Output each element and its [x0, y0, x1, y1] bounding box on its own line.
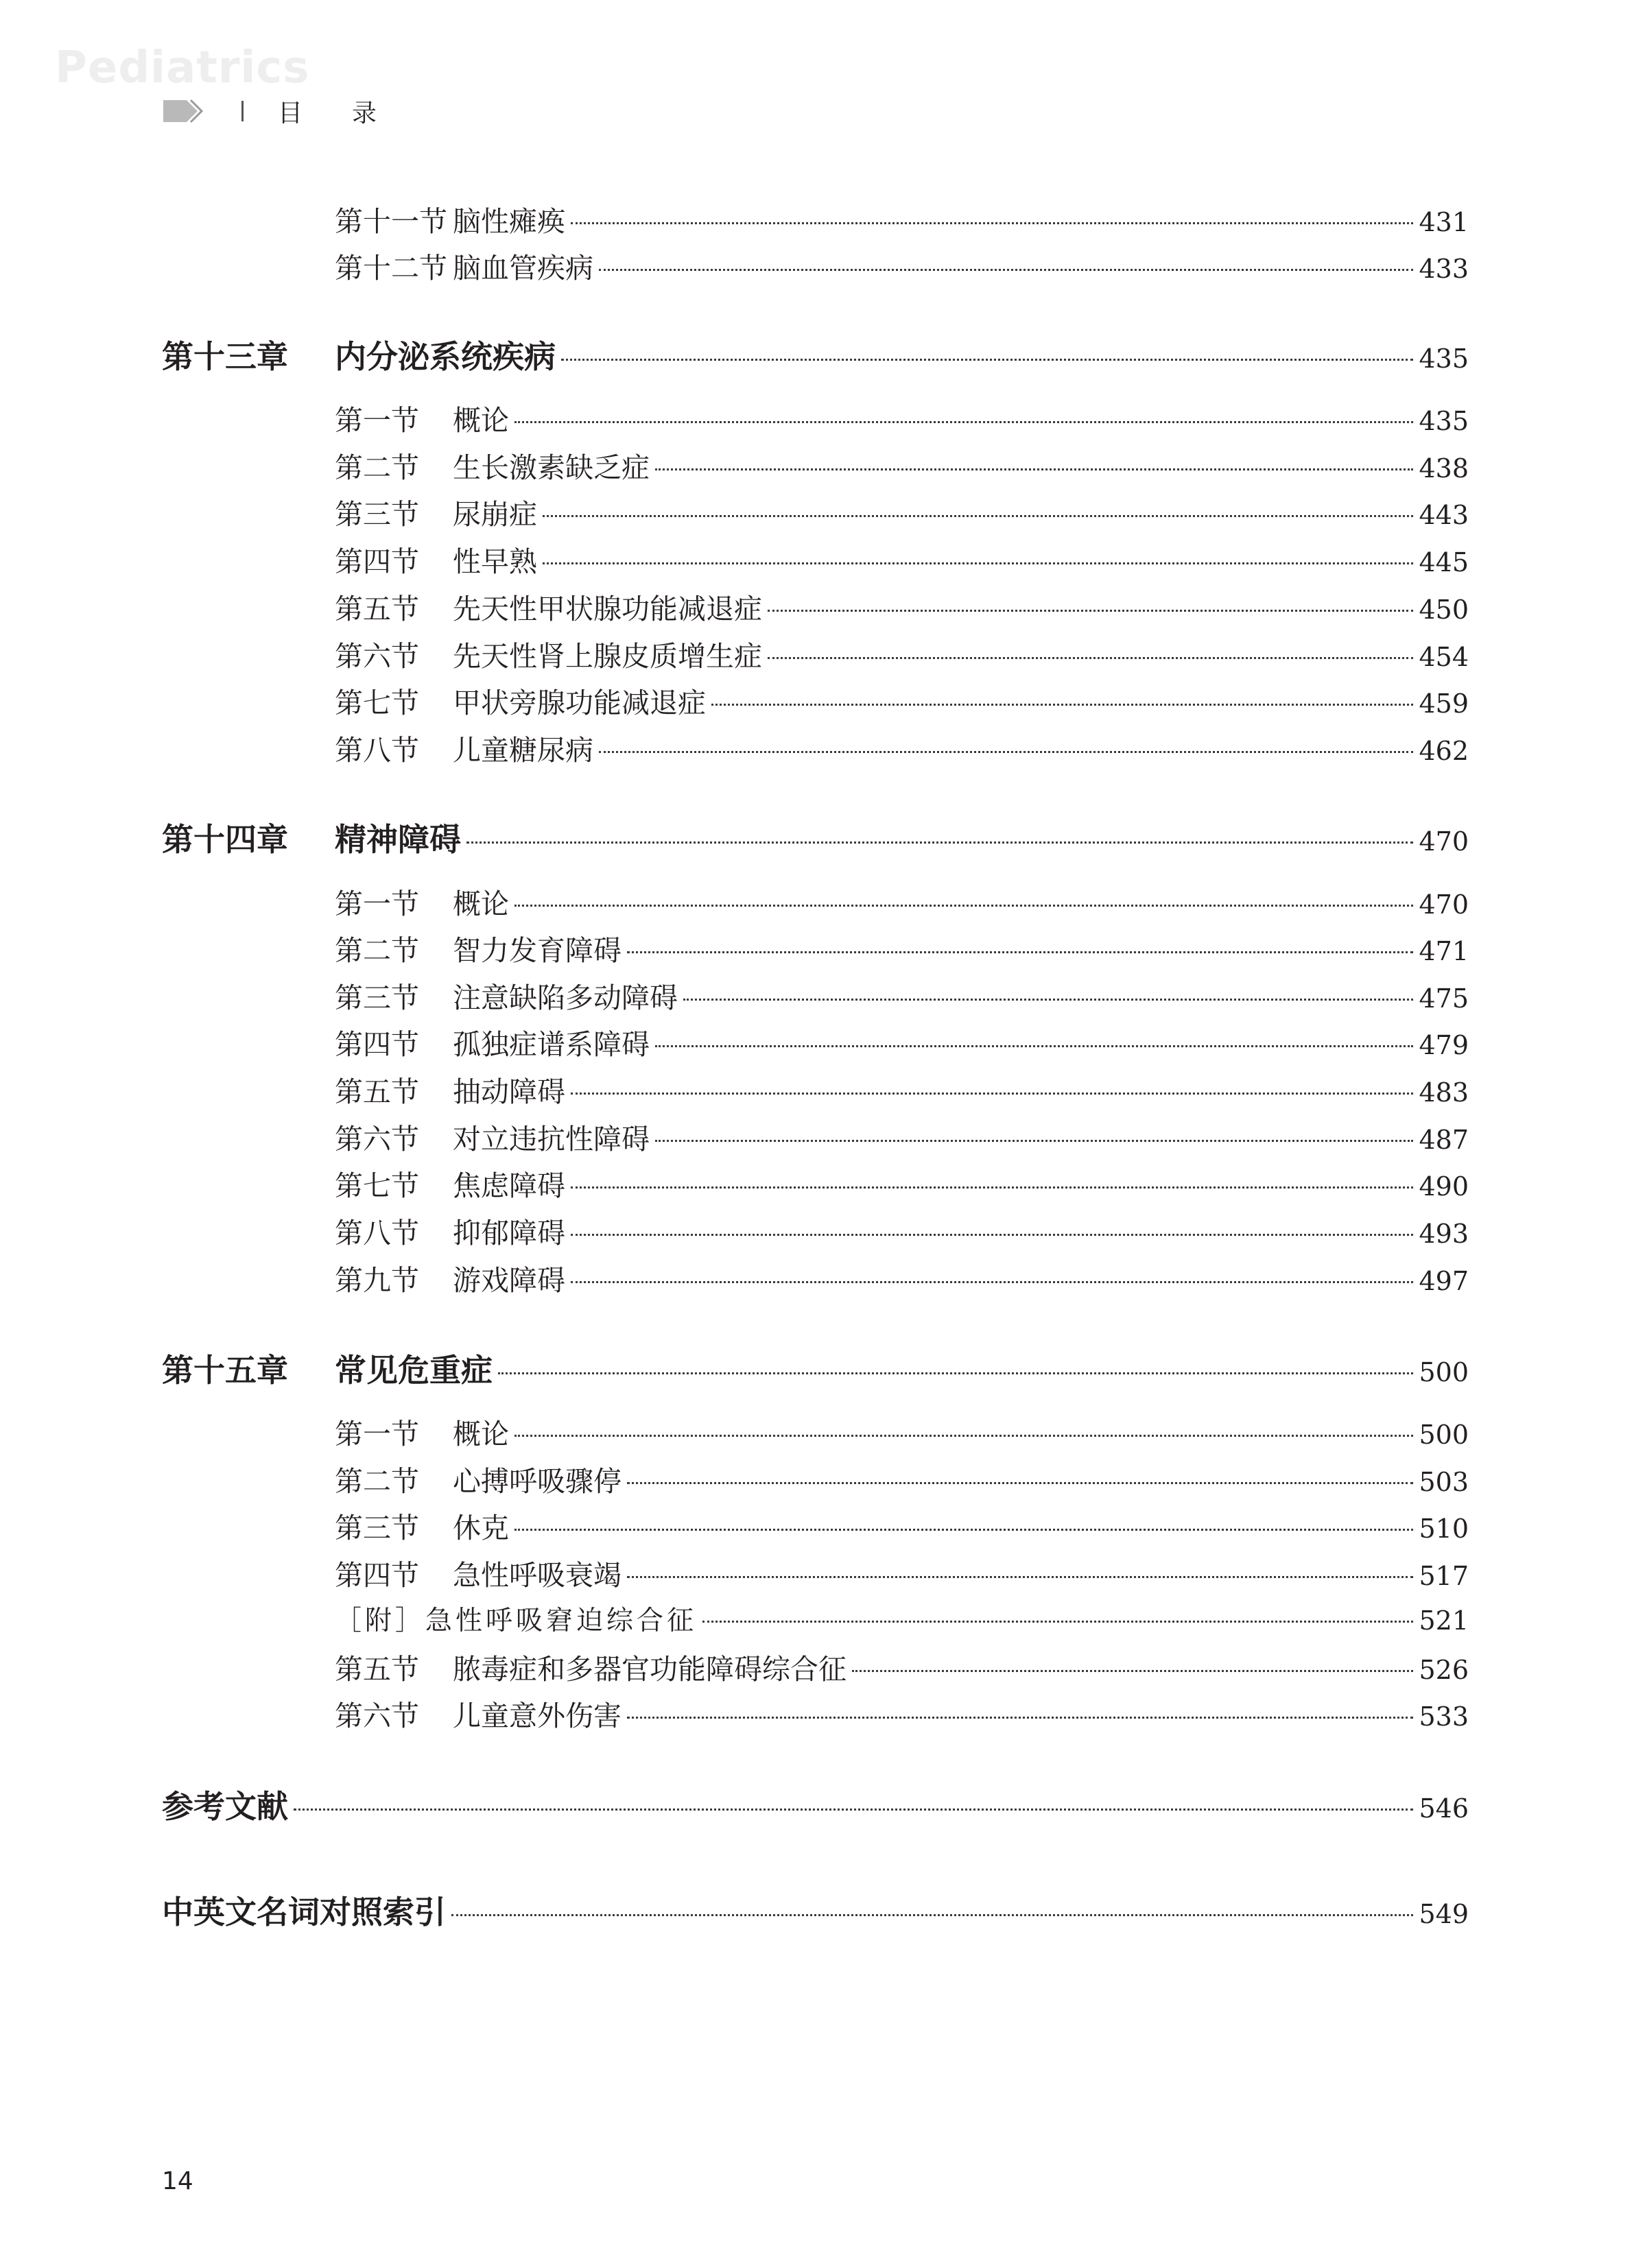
dot-leader	[571, 1234, 1413, 1236]
toc-entry-section[interactable]	[335, 1553, 1469, 1591]
entry-title: 智力发育障碍	[453, 934, 622, 967]
entry-page-number: 503	[1419, 1467, 1469, 1497]
dot-leader	[655, 1140, 1413, 1142]
entry-number: 第三节	[335, 981, 419, 1014]
dot-leader	[702, 1621, 1413, 1623]
toc-entry-section[interactable]	[335, 975, 1469, 1014]
entry-title: 中英文名词对照索引	[162, 1894, 446, 1931]
dot-leader	[852, 1670, 1413, 1672]
entry-number: 第九节	[335, 1264, 419, 1297]
dot-leader	[466, 841, 1413, 844]
toc-entry-section[interactable]	[335, 199, 1469, 237]
entry-page-number: 526	[1419, 1655, 1469, 1685]
dot-leader	[768, 657, 1413, 659]
entry-number: 第五节	[335, 1653, 419, 1686]
toc-entry-section[interactable]	[335, 634, 1469, 672]
entry-title: ［附］急性呼吸窘迫综合征	[335, 1605, 698, 1636]
entry-page-number: 500	[1419, 1420, 1469, 1450]
dot-leader	[655, 1045, 1413, 1047]
entry-number: 第八节	[335, 734, 419, 767]
entry-page-number: 483	[1419, 1077, 1469, 1108]
dot-leader	[599, 269, 1413, 271]
entry-page-number: 487	[1419, 1125, 1469, 1155]
entry-page-number: 493	[1419, 1219, 1469, 1249]
toc-entry-section[interactable]	[335, 398, 1469, 436]
toc-entry-section[interactable]	[335, 1459, 1469, 1497]
entry-title: 注意缺陷多动障碍	[453, 981, 678, 1014]
dot-leader	[514, 1529, 1413, 1531]
entry-page-number: 462	[1419, 736, 1469, 766]
entry-title: 儿童意外伤害	[453, 1699, 622, 1732]
toc-entry-section[interactable]	[335, 1258, 1469, 1296]
entry-title: 脑性瘫痪	[453, 205, 565, 238]
dot-leader	[655, 468, 1413, 470]
entry-page-number: 450	[1419, 595, 1469, 625]
toc-entry-section[interactable]	[335, 680, 1469, 719]
entry-number: 第二节	[335, 934, 419, 967]
toc-entry-section[interactable]	[335, 1647, 1469, 1685]
entry-number: 第四节	[335, 1028, 419, 1061]
entry-page-number: 497	[1419, 1266, 1469, 1296]
entry-title: 先天性甲状腺功能减退症	[453, 593, 762, 625]
entry-page-number: 431	[1419, 207, 1469, 237]
dot-leader	[543, 515, 1413, 517]
dot-leader	[543, 562, 1413, 564]
toc-entry-appendix[interactable]	[335, 1599, 1469, 1638]
entry-title: 性早熟	[453, 545, 537, 578]
dot-leader	[768, 610, 1413, 612]
toc-entry-section[interactable]	[335, 1505, 1469, 1544]
dot-leader	[514, 905, 1413, 907]
dot-leader	[561, 359, 1413, 361]
toc-entry-section[interactable]	[335, 539, 1469, 577]
entry-title: 先天性肾上腺皮质增生症	[453, 640, 762, 673]
entry-number: 第十三章	[162, 338, 288, 375]
toc-entry-section[interactable]	[335, 246, 1469, 284]
toc-entry-section[interactable]	[335, 492, 1469, 530]
toc-entry-chapter[interactable]	[162, 1346, 1469, 1391]
entry-title: 急性呼吸衰竭	[453, 1559, 622, 1592]
dot-leader	[627, 1717, 1413, 1719]
entry-page-number: 510	[1419, 1514, 1469, 1544]
entry-page-number: 549	[1419, 1899, 1469, 1929]
entry-number: 第一节	[335, 404, 419, 437]
entry-page-number: 470	[1419, 890, 1469, 920]
entry-title: 概论	[453, 404, 509, 437]
entry-title: 甲状旁腺功能减退症	[453, 687, 706, 719]
entry-title: 常见危重症	[335, 1352, 493, 1389]
entry-title: 焦虑障碍	[453, 1169, 565, 1202]
entry-number: 第三节	[335, 498, 419, 531]
entry-title: 概论	[453, 1418, 509, 1451]
entry-page-number: 433	[1419, 254, 1469, 284]
dot-leader	[514, 421, 1413, 423]
entry-number: 第五节	[335, 593, 419, 625]
dot-leader	[683, 999, 1413, 1001]
toc-entry-section[interactable]	[335, 1210, 1469, 1249]
entry-number: 第七节	[335, 687, 419, 719]
dot-leader	[571, 222, 1413, 224]
toc-entry-chapter[interactable]	[162, 1887, 1469, 1933]
entry-number: 第一节	[335, 1418, 419, 1451]
entry-title: 心搏呼吸骤停	[453, 1465, 622, 1498]
toc-entry-chapter[interactable]	[162, 332, 1469, 377]
header-title: 目录	[278, 99, 427, 128]
entry-page-number: 479	[1419, 1030, 1469, 1060]
toc-entry-chapter[interactable]	[162, 1782, 1469, 1827]
entry-number: 第六节	[335, 1123, 419, 1156]
entry-title: 抑郁障碍	[453, 1217, 565, 1250]
entry-page-number: 500	[1419, 1357, 1469, 1387]
header-divider	[241, 101, 244, 121]
toc-entry-chapter[interactable]	[162, 815, 1469, 860]
toc-entry-section[interactable]	[335, 445, 1469, 484]
entry-number: 第二节	[335, 451, 419, 484]
dot-leader	[599, 751, 1413, 753]
entry-number: 第六节	[335, 1699, 419, 1732]
dot-leader	[711, 704, 1413, 706]
toc-entry-section[interactable]	[335, 1163, 1469, 1202]
entry-title: 对立违抗性障碍	[453, 1123, 650, 1156]
entry-page-number: 459	[1419, 689, 1469, 719]
entry-page-number: 517	[1419, 1561, 1469, 1591]
entry-title: 参考文献	[162, 1788, 288, 1825]
watermark-text: Pediatrics	[55, 43, 310, 93]
dot-leader	[627, 1482, 1413, 1484]
entry-page-number: 443	[1419, 500, 1469, 530]
entry-page-number: 454	[1419, 642, 1469, 672]
dot-leader	[498, 1372, 1413, 1374]
dot-leader	[571, 1186, 1413, 1189]
entry-page-number: 470	[1419, 826, 1469, 857]
toc-entry-section[interactable]	[335, 1117, 1469, 1155]
toc-entry-section[interactable]	[335, 1069, 1469, 1108]
entry-title: 生长激素缺乏症	[453, 451, 650, 484]
entry-title: 孤独症谱系障碍	[453, 1028, 650, 1061]
entry-number: 第一节	[335, 887, 419, 920]
entry-number: 第十二节	[335, 252, 447, 285]
toc-entry-section[interactable]	[335, 586, 1469, 625]
toc-entry-section[interactable]	[335, 728, 1469, 766]
dot-leader	[451, 1914, 1413, 1916]
book-badge-icon	[159, 97, 204, 125]
entry-number: 第六节	[335, 640, 419, 673]
entry-title: 内分泌系统疾病	[335, 338, 556, 375]
running-header	[159, 95, 426, 128]
entry-number: 第十五章	[162, 1352, 288, 1389]
entry-title: 尿崩症	[453, 498, 537, 531]
dot-leader	[627, 951, 1413, 953]
toc-entry-section[interactable]	[335, 1022, 1469, 1060]
entry-page-number: 475	[1419, 983, 1469, 1014]
entry-page-number: 533	[1419, 1702, 1469, 1732]
entry-number: 第四节	[335, 1559, 419, 1592]
toc-entry-section[interactable]	[335, 928, 1469, 966]
dot-leader	[571, 1281, 1413, 1283]
entry-page-number: 435	[1419, 406, 1469, 436]
entry-number: 第八节	[335, 1217, 419, 1250]
entry-number: 第十一节	[335, 205, 447, 238]
toc-entry-section[interactable]	[335, 1693, 1469, 1732]
dot-leader	[627, 1576, 1413, 1578]
entry-title: 精神障碍	[335, 821, 461, 858]
entry-title: 休克	[453, 1512, 509, 1544]
entry-number: 第五节	[335, 1075, 419, 1108]
dot-leader	[294, 1809, 1413, 1811]
page-number: 14	[162, 2167, 193, 2195]
entry-number: 第三节	[335, 1512, 419, 1544]
dot-leader	[571, 1093, 1413, 1095]
entry-number: 第七节	[335, 1169, 419, 1202]
entry-page-number: 546	[1419, 1793, 1469, 1824]
entry-title: 脓毒症和多器官功能障碍综合征	[453, 1653, 847, 1686]
entry-number: 第十四章	[162, 821, 288, 858]
entry-page-number: 521	[1419, 1605, 1469, 1636]
dot-leader	[514, 1435, 1413, 1437]
entry-page-number: 445	[1419, 547, 1469, 577]
entry-page-number: 490	[1419, 1171, 1469, 1202]
entry-title: 概论	[453, 887, 509, 920]
toc-entry-section[interactable]	[335, 881, 1469, 920]
entry-title: 游戏障碍	[453, 1264, 565, 1297]
entry-page-number: 438	[1419, 453, 1469, 484]
entry-page-number: 471	[1419, 936, 1469, 966]
toc-entry-section[interactable]	[335, 1411, 1469, 1450]
entry-title: 儿童糖尿病	[453, 734, 593, 767]
entry-number: 第二节	[335, 1465, 419, 1498]
entry-page-number: 435	[1419, 344, 1469, 374]
entry-title: 脑血管疾病	[453, 252, 593, 285]
entry-number: 第四节	[335, 545, 419, 578]
entry-title: 抽动障碍	[453, 1075, 565, 1108]
